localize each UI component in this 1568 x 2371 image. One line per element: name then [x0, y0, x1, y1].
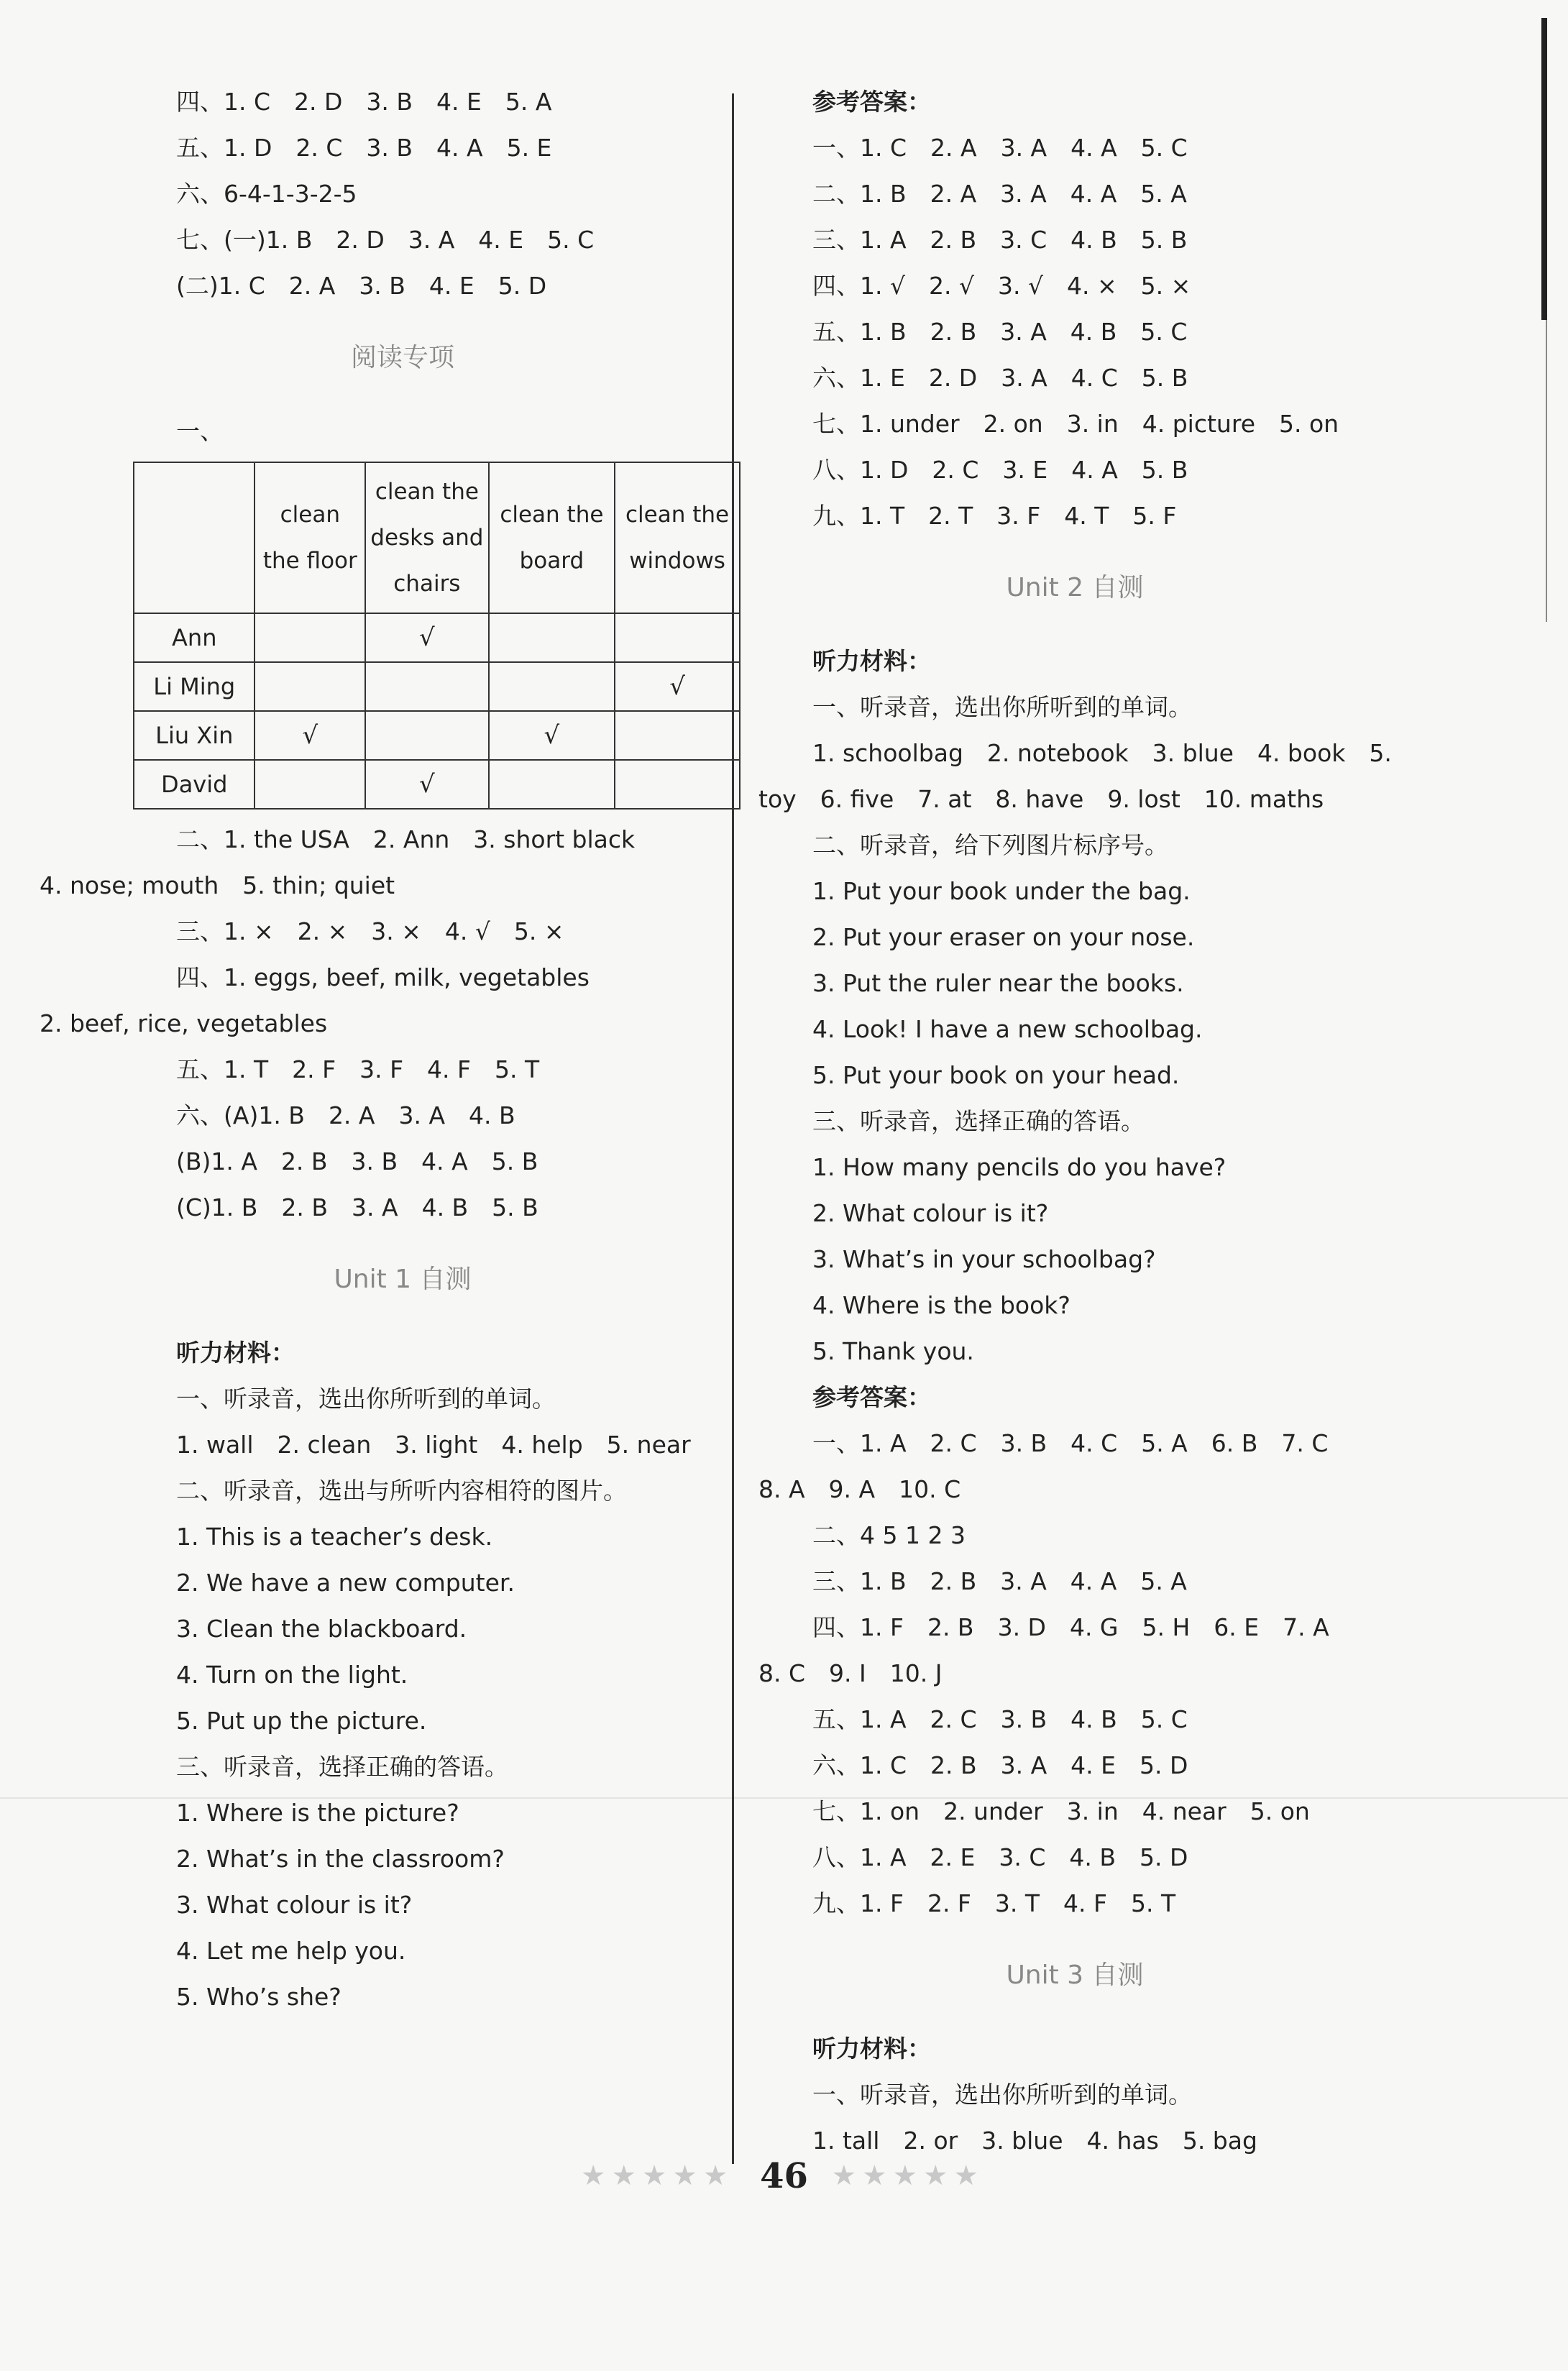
table-row — [134, 613, 740, 662]
table-row — [134, 760, 740, 809]
table-cell: √ — [615, 662, 740, 711]
answer-line: 五、1. T 2. F 3. F 4. F 5. T — [176, 1055, 540, 1083]
listening-line: 5. Put up the picture. — [176, 1707, 427, 1735]
listening-line: 1. tall 2. or 3. blue 4. has 5. bag — [812, 2127, 1257, 2155]
table-cell — [615, 711, 740, 760]
answer-line: 一、1. C 2. A 3. A 4. A 5. C — [812, 134, 1188, 162]
answers-heading: 参考答案： — [812, 88, 931, 116]
table-row — [134, 711, 740, 760]
listening-heading: 听力材料： — [812, 647, 931, 675]
table-header-cell: clean the floor — [255, 462, 365, 613]
star-icon-row-right: ★★★★★ — [833, 2161, 986, 2191]
listening-line: 1. schoolbag 2. notebook 3. blue 4. book 5. — [812, 739, 1392, 767]
table-header-cell: clean the board — [489, 462, 615, 613]
table-cell — [489, 613, 615, 662]
answer-line: 六、(A)1. B 2. A 3. A 4. B — [176, 1101, 515, 1129]
listening-line: 一、听录音，选出你所听到的单词。 — [812, 2081, 1192, 2109]
reading-marker: 一、 — [176, 417, 224, 445]
answer-line: 五、1. A 2. C 3. B 4. B 5. C — [812, 1705, 1188, 1733]
listening-line: 三、听录音，选择正确的答语。 — [812, 1107, 1145, 1135]
listening-line: 二、听录音，选出与所听内容相符的图片。 — [176, 1477, 627, 1505]
left-column — [40, 79, 741, 2020]
answer-line: 一、1. A 2. C 3. B 4. C 5. A 6. B 7. C — [812, 1429, 1329, 1457]
section-title-unit3: Unit 3 自测 — [1006, 1960, 1144, 1990]
answer-line: 2. beef, rice, vegetables — [40, 1009, 328, 1037]
answer-line: 七、1. under 2. on 3. in 4. picture 5. on — [812, 410, 1339, 438]
table-cell-name: Li Ming — [134, 662, 255, 711]
answer-line: 九、1. F 2. F 3. T 4. F 5. T — [812, 1889, 1176, 1917]
listening-line: 1. wall 2. clean 3. light 4. help 5. near — [176, 1431, 691, 1459]
answer-line: 二、4 5 1 2 3 — [812, 1521, 966, 1549]
listening-line: 2. What’s in the classroom? — [176, 1845, 505, 1873]
answer-line: 六、6-4-1-3-2-5 — [176, 180, 357, 208]
table-cell: √ — [255, 711, 365, 760]
listening-line: 1. Where is the picture? — [176, 1799, 459, 1827]
listening-line: 2. Put your eraser on your nose. — [812, 923, 1195, 951]
table-header-row — [134, 462, 740, 613]
listening-line: 三、听录音，选择正确的答语。 — [176, 1753, 508, 1781]
answer-line: 九、1. T 2. T 3. F 4. T 5. F — [812, 502, 1177, 530]
table-cell — [615, 613, 740, 662]
page-footer — [0, 2153, 1568, 2196]
answer-line: 五、1. B 2. B 3. A 4. B 5. C — [812, 318, 1188, 346]
answer-line: (B)1. A 2. B 3. B 4. A 5. B — [176, 1147, 538, 1175]
answer-line: 8. A 9. A 10. C — [758, 1475, 961, 1503]
star-icon-row-left: ★★★★★ — [582, 2161, 735, 2191]
listening-line: 1. How many pencils do you have? — [812, 1153, 1227, 1181]
answer-line: 二、1. B 2. A 3. A 4. A 5. A — [812, 180, 1187, 208]
listening-line: toy 6. five 7. at 8. have 9. lost 10. maths — [758, 785, 1324, 813]
answers-heading: 参考答案： — [812, 1383, 931, 1411]
answer-line: 4. nose; mouth 5. thin; quiet — [40, 871, 395, 899]
listening-line: 3. What’s in your schoolbag? — [812, 1245, 1156, 1273]
page-number: 46 — [760, 2155, 808, 2196]
table-cell: √ — [489, 711, 615, 760]
answer-line: 四、1. √ 2. √ 3. √ 4. × 5. × — [812, 272, 1191, 300]
listening-line: 5. Thank you. — [812, 1337, 974, 1365]
answer-line: 五、1. D 2. C 3. B 4. A 5. E — [176, 134, 552, 162]
answer-line: 八、1. A 2. E 3. C 4. B 5. D — [812, 1843, 1188, 1871]
table-cell — [615, 760, 740, 809]
table-cell — [489, 662, 615, 711]
answer-line: 七、1. on 2. under 3. in 4. near 5. on — [812, 1797, 1310, 1825]
listening-line: 4. Look! I have a new schoolbag. — [812, 1015, 1203, 1043]
table-cell — [255, 662, 365, 711]
table-cell: √ — [365, 613, 489, 662]
table-header-cell: clean the desks and chairs — [365, 462, 489, 613]
answer-line: 二、1. the USA 2. Ann 3. short black — [176, 825, 636, 853]
table-cell: √ — [365, 760, 489, 809]
answer-line: 四、1. F 2. B 3. D 4. G 5. H 6. E 7. A — [812, 1613, 1329, 1641]
table-header-cell: clean the windows — [615, 462, 740, 613]
table-cell — [255, 613, 365, 662]
listening-line: 2. We have a new computer. — [176, 1569, 515, 1597]
listening-line: 一、听录音，选出你所听到的单词。 — [176, 1385, 556, 1413]
listening-line: 1. This is a teacher’s desk. — [176, 1523, 493, 1551]
listening-line: 4. Where is the book? — [812, 1291, 1070, 1319]
listening-line: 二、听录音，给下列图片标序号。 — [812, 831, 1168, 859]
listening-heading: 听力材料： — [812, 2035, 931, 2063]
right-column — [758, 79, 1391, 2164]
answer-line: 七、(一)1. B 2. D 3. A 4. E 5. C — [176, 226, 595, 254]
section-title-unit2: Unit 2 自测 — [1006, 573, 1144, 602]
listening-line: 3. Put the ruler near the books. — [812, 969, 1184, 997]
answer-line: (二)1. C 2. A 3. B 4. E 5. D — [176, 272, 547, 300]
table-cell — [489, 760, 615, 809]
answer-line: 八、1. D 2. C 3. E 4. A 5. B — [812, 456, 1188, 484]
table-cell-name: Ann — [134, 613, 255, 662]
section-title-reading: 阅读专项 — [350, 343, 454, 372]
listening-line: 4. Let me help you. — [176, 1937, 406, 1965]
table-cell-name: David — [134, 760, 255, 809]
listening-line: 5. Who’s she? — [176, 1983, 341, 2011]
page-edge-line — [1546, 320, 1547, 622]
answer-line: 四、1. C 2. D 3. B 4. E 5. A — [176, 88, 552, 116]
answer-line: 三、1. × 2. × 3. × 4. √ 5. × — [176, 917, 564, 945]
table-header-cell — [134, 462, 255, 613]
listening-line: 4. Turn on the light. — [176, 1661, 408, 1689]
chores-table — [133, 462, 741, 810]
table-cell — [255, 760, 365, 809]
table-cell — [365, 662, 489, 711]
listening-line: 2. What colour is it? — [812, 1199, 1049, 1227]
listening-heading: 听力材料： — [176, 1339, 295, 1367]
listening-line: 一、听录音，选出你所听到的单词。 — [812, 693, 1192, 721]
answer-line: (C)1. B 2. B 3. A 4. B 5. B — [176, 1193, 538, 1221]
table-cell — [365, 711, 489, 760]
section-title-unit1: Unit 1 自测 — [334, 1265, 472, 1294]
answer-line: 六、1. C 2. B 3. A 4. E 5. D — [812, 1751, 1188, 1779]
answer-line: 8. C 9. I 10. J — [758, 1659, 943, 1687]
answer-line: 三、1. A 2. B 3. C 4. B 5. B — [812, 226, 1188, 254]
table-cell-name: Liu Xin — [134, 711, 255, 760]
listening-line: 3. What colour is it? — [176, 1891, 413, 1919]
table-row — [134, 662, 740, 711]
answer-line: 六、1. E 2. D 3. A 4. C 5. B — [812, 364, 1188, 392]
page-edge-bar — [1541, 18, 1547, 320]
listening-line: 3. Clean the blackboard. — [176, 1615, 467, 1643]
answer-line: 四、1. eggs, beef, milk, vegetables — [176, 963, 590, 991]
listening-line: 5. Put your book on your head. — [812, 1061, 1180, 1089]
answer-line: 三、1. B 2. B 3. A 4. A 5. A — [812, 1567, 1187, 1595]
listening-line: 1. Put your book under the bag. — [812, 877, 1191, 905]
